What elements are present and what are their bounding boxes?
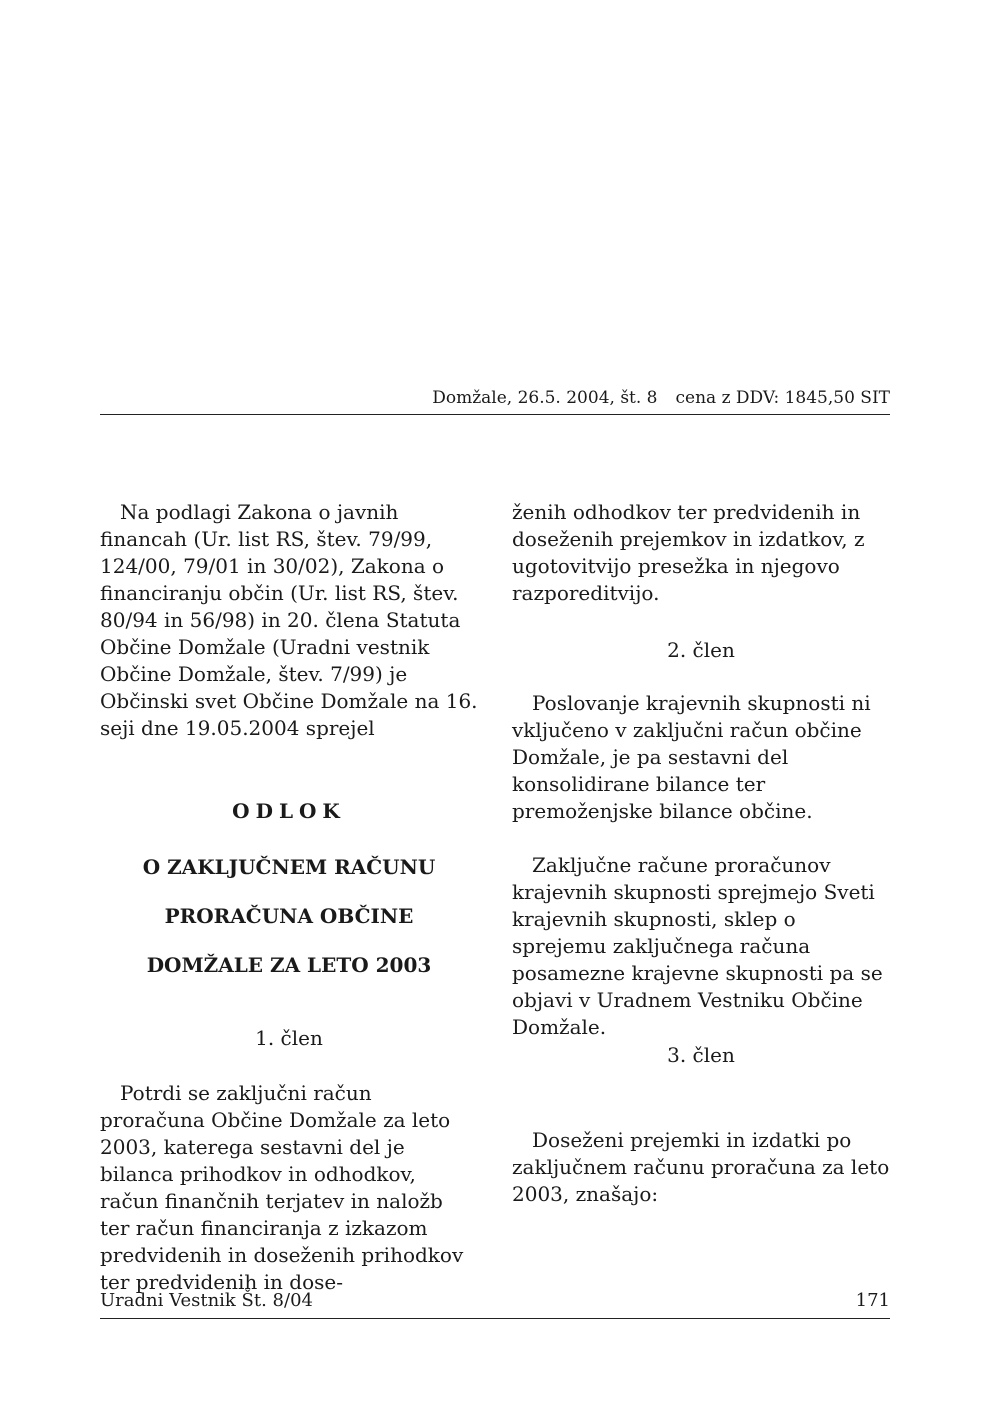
clen1-paragraph: Potrdi se zaključni račun proračuna Občine Domžale za leto 2003, katerega sestavni del je bilanca prihodkov in odhodkov, račun finančnih terjatev in naložb ter račun financiranja z izkazom predvidenih in doseženih prihodkov ter predvidenih in dose-: [100, 1081, 464, 1294]
clen3-heading-wrap: [512, 1022, 890, 1089]
clen2-heading: 2. člen: [667, 638, 735, 662]
price-info: cena z DDV: 1845,50 SIT: [675, 388, 890, 408]
footer-rule: [100, 1318, 890, 1319]
clen1-body: [100, 1060, 478, 1316]
clen2-paragraph-2: Zaključne račune proračunov krajevnih skupnosti sprejmejo Sveti krajevnih skupnosti, sklep o sprejemu zaključnega računa posamezne krajevne skupnosti pa se objavi v Uradnem Vestniku Občine Domžale.: [512, 853, 883, 1039]
title-line-1: O ZAKLJUČNEM RAČUNU: [142, 855, 436, 879]
footer-publication: Uradni Vestnik Št. 8/04: [100, 1290, 313, 1311]
title-line-3: DOMŽALE ZA LETO 2003: [146, 953, 432, 977]
page-number: 171: [855, 1290, 890, 1311]
document-title: [100, 833, 478, 1000]
left-intro: [100, 479, 478, 762]
clen2-paragraph-1: Poslovanje krajevnih skupnosti ni vključeno v zaključni račun občine Domžale, je pa sestavni del konsolidirane bilance ter premoženjske bilance občine.: [512, 691, 871, 823]
clen3-paragraph: Doseženi prejemki in izdatki po zaključnem računu proračuna za leto 2003, znašajo:: [512, 1128, 890, 1206]
right-continuation: [512, 479, 890, 627]
clen3-heading: 3. člen: [667, 1043, 735, 1067]
title-line-2: PRORAČUNA OBČINE: [164, 904, 414, 928]
clen3-body: [512, 1107, 890, 1228]
issue-info: Domžale, 26.5. 2004, št. 8: [432, 388, 658, 408]
odlok-heading: ODLOK: [232, 799, 346, 823]
intro-paragraph: Na podlagi Zakona o javnih financah (Ur. list RS, štev. 79/99, 124/00, 79/01 in 30/02), Zakona o financiranju občin (Ur. list RS, štev. 80/94 in 56/98) in 20. člena Statuta Občine Domžale (Uradni vestnik Občine Domžale, štev. 7/99) je Občinski svet Občine Domžale na 16. seji dne 19.05.2004 sprejel: [100, 500, 478, 740]
continuation-paragraph: ženih odhodkov ter predvidenih in doseženih prejemkov in izdatkov, z ugotovitvijo presežka in njegovo razporeditvijo.: [512, 500, 865, 605]
header-rule: [100, 414, 890, 415]
clen2-body-1: [512, 670, 890, 845]
clen1-heading: 1. člen: [255, 1026, 323, 1050]
header-text: [432, 388, 890, 408]
